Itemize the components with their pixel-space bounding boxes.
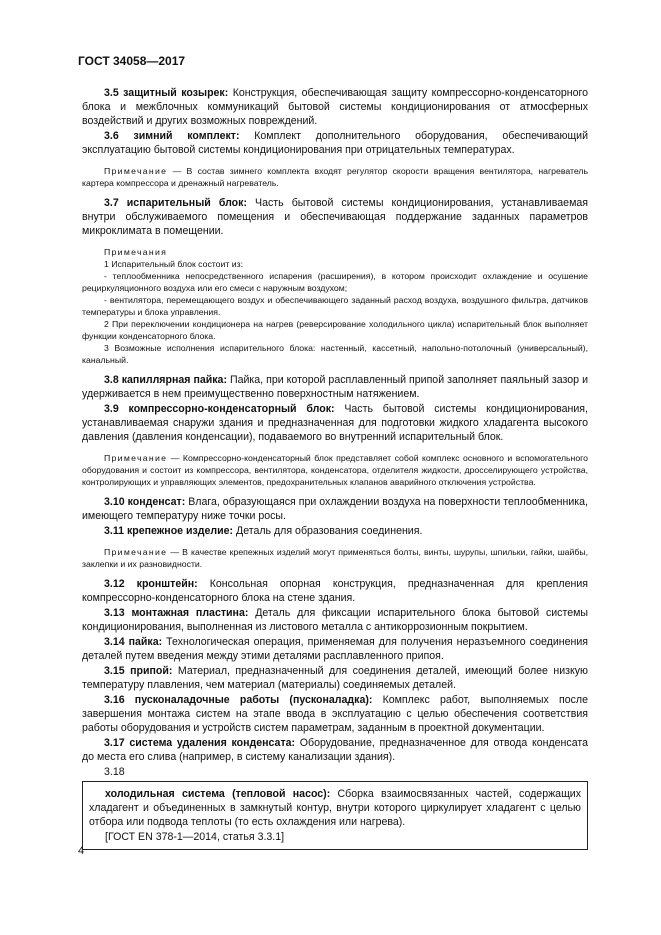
note-label: Примечания [104,247,168,257]
term-3-10 [82,495,588,523]
term-3-17 [82,736,588,764]
term-definition: Часть бытовой системы кондиционирования, устанавливаемая снаружи здания и предназначенная для подготовки жидкого хладагента высокого давления (давления конденсации), подаваемого во внутренний испарительный блок. [82,403,588,443]
term-title: 3.12 кронштейн: [104,578,198,590]
source-reference: [ГОСТ EN 378-1—2014, статья 3.3.1] [105,831,285,843]
term-title: 3.6 зимний комплект: [104,130,240,142]
term-title: 3.14 пайка: [104,636,163,648]
term-title: 3.10 конденсат: [104,496,186,508]
term-definition: Консольная опорная конструкция, предназначенная для крепления компрессорно-конденсаторного блока на стене здания. [82,578,588,604]
term-definition: Деталь для образования соединения. [233,525,423,537]
term-title: 3.17 система удаления конденсата: [104,737,296,749]
page-number: 4 [78,845,85,857]
term-3-6 [82,129,588,157]
note-3-11 [82,546,588,570]
note-3-7-item-5: 3 Возможные исполнения испарительного блока: настенный, кассетный, напольно-потолочный (универсальный), канальный. [82,343,588,365]
note-text: — Компрессорно-конденсаторный блок представляет собой комплекс основного и вспомогательного оборудования и состоит из компрессора, вентилятора, конденсатора, отделителя жидкости, дросселирующего устройства, контролирующих и управляющих элементов, предохранительных клапанов аварийного отключения устройства. [82,453,588,487]
term-3-14 [82,635,588,663]
term-title: 3.15 припой: [104,665,173,677]
note-label: Примечание [104,453,168,463]
note-text: — В состав зимнего комплекта входят регулятор скорости вращения вентилятора, нагреватель картера компрессора и дренажный нагреватель. [82,166,588,188]
note-3-7-item-4: 2 При переключении кондиционера на нагрев (реверсирование холодильного цикла) испарительный блок выполняет функции конденсаторного блока. [82,319,588,341]
note-3-7-item-2: - теплообменника непосредственного испарения (расширения), в котором происходит охлаждение и осушение рециркуляционного воздуха или его смеси с наружным воздухом; [82,271,588,293]
term-3-5 [82,86,588,128]
term-title: 3.5 защитный козырек: [104,87,229,99]
term-title: холодильная система (тепловой насос): [105,788,331,800]
term-definition: Часть бытовой системы кондиционирования, устанавливаемая внутри обслуживаемого помещения и обеспечивающая поддержание заданных параметров микроклимата в помещении. [82,197,588,237]
note-label: Примечание [104,166,168,176]
term-3-16 [82,693,588,735]
page-content [82,86,588,850]
term-title: 3.11 крепежное изделие: [104,525,234,537]
term-3-8 [82,373,588,401]
term-3-11 [82,524,588,538]
term-3-18-number: 3.18 [104,766,125,778]
term-definition: Комплект дополнительного оборудования, обеспечивающий эксплуатацию бытовой системы кондиционирования при отрицательных температурах. [82,130,588,156]
term-title: 3.9 компрессорно-конденсаторный блок: [104,403,335,415]
notes-3-7-label [82,246,588,258]
term-3-15 [82,664,588,692]
term-title: 3.16 пусконаладочные работы (пусконаладка): [104,694,373,706]
term-definition: Оборудование, предназначенное для отвода конденсата до места его слива (например, в систему канализации здания). [82,737,588,763]
term-definition: Пайка, при которой расплавленный припой заполняет паяльный зазор и удерживается в нем преимущественно поверхностным натяжением. [82,374,588,400]
term-definition: Деталь для фиксации испарительного блока бытовой системы кондиционирования, выполненная из листового металла с антикоррозионным покрытием. [82,607,588,633]
quoted-definition-box [82,781,588,850]
term-definition: Материал, предназначенный для соединения деталей, имеющий более низкую температуру плавления, чем материал (материалы) соединяемых деталей. [82,665,589,691]
note-3-7-item-1: 1 Испарительный блок состоит из: [104,259,244,269]
term-title: 3.8 капиллярная пайка: [104,374,227,386]
term-definition: Технологическая операция, применяемая для получения неразъемного соединения деталей путем введения между этими деталями расплавленного припоя. [82,636,588,662]
note-label: Примечание [104,547,168,557]
term-definition: Влага, образующаяся при охлаждении воздуха на поверхности теплообменника, имеющего температуру ниже точки росы. [82,496,588,522]
term-definition: Конструкция, обеспечивающая защиту компрессорно-конденсаторного блока и межблочных коммуникаций бытовой системы кондиционирования от атмосферных воздействий и других возможных повреждений. [82,87,588,127]
note-3-6 [82,165,588,189]
note-text: — В качестве крепежных изделий могут применяться болты, винты, шурупы, шпильки, гайки, шайбы, заклепки и их разновидности. [82,547,588,569]
note-3-7-item-3: - вентилятора, перемещающего воздух и обеспечивающего заданный расход воздуха, воздушного фильтра, датчиков температуры и блока управления. [82,295,588,317]
note-3-9 [82,452,588,488]
term-3-9 [82,402,588,444]
term-definition: Сборка взаимосвязанных частей, содержащих хладагент и объединенных в замкнутый контур, внутри которого циркулирует хладагент с целью отбора или подвода теплоты (то есть охлаждения или нагрева). [89,788,582,828]
term-3-7 [82,196,588,238]
term-3-12 [82,577,588,605]
term-title: 3.7 испарительный блок: [104,197,247,209]
document-header: ГОСТ 34058—2017 [78,54,186,68]
term-3-18 [89,787,581,829]
term-definition: Комплекс работ, выполняемых после завершения монтажа систем на этапе ввода в эксплуатацию с целью обеспечения соответствия работы оборудования и устройств систем параметрам, заданным в проектной документации. [82,694,588,734]
term-title: 3.13 монтажная пластина: [104,607,249,619]
term-3-13 [82,606,588,634]
